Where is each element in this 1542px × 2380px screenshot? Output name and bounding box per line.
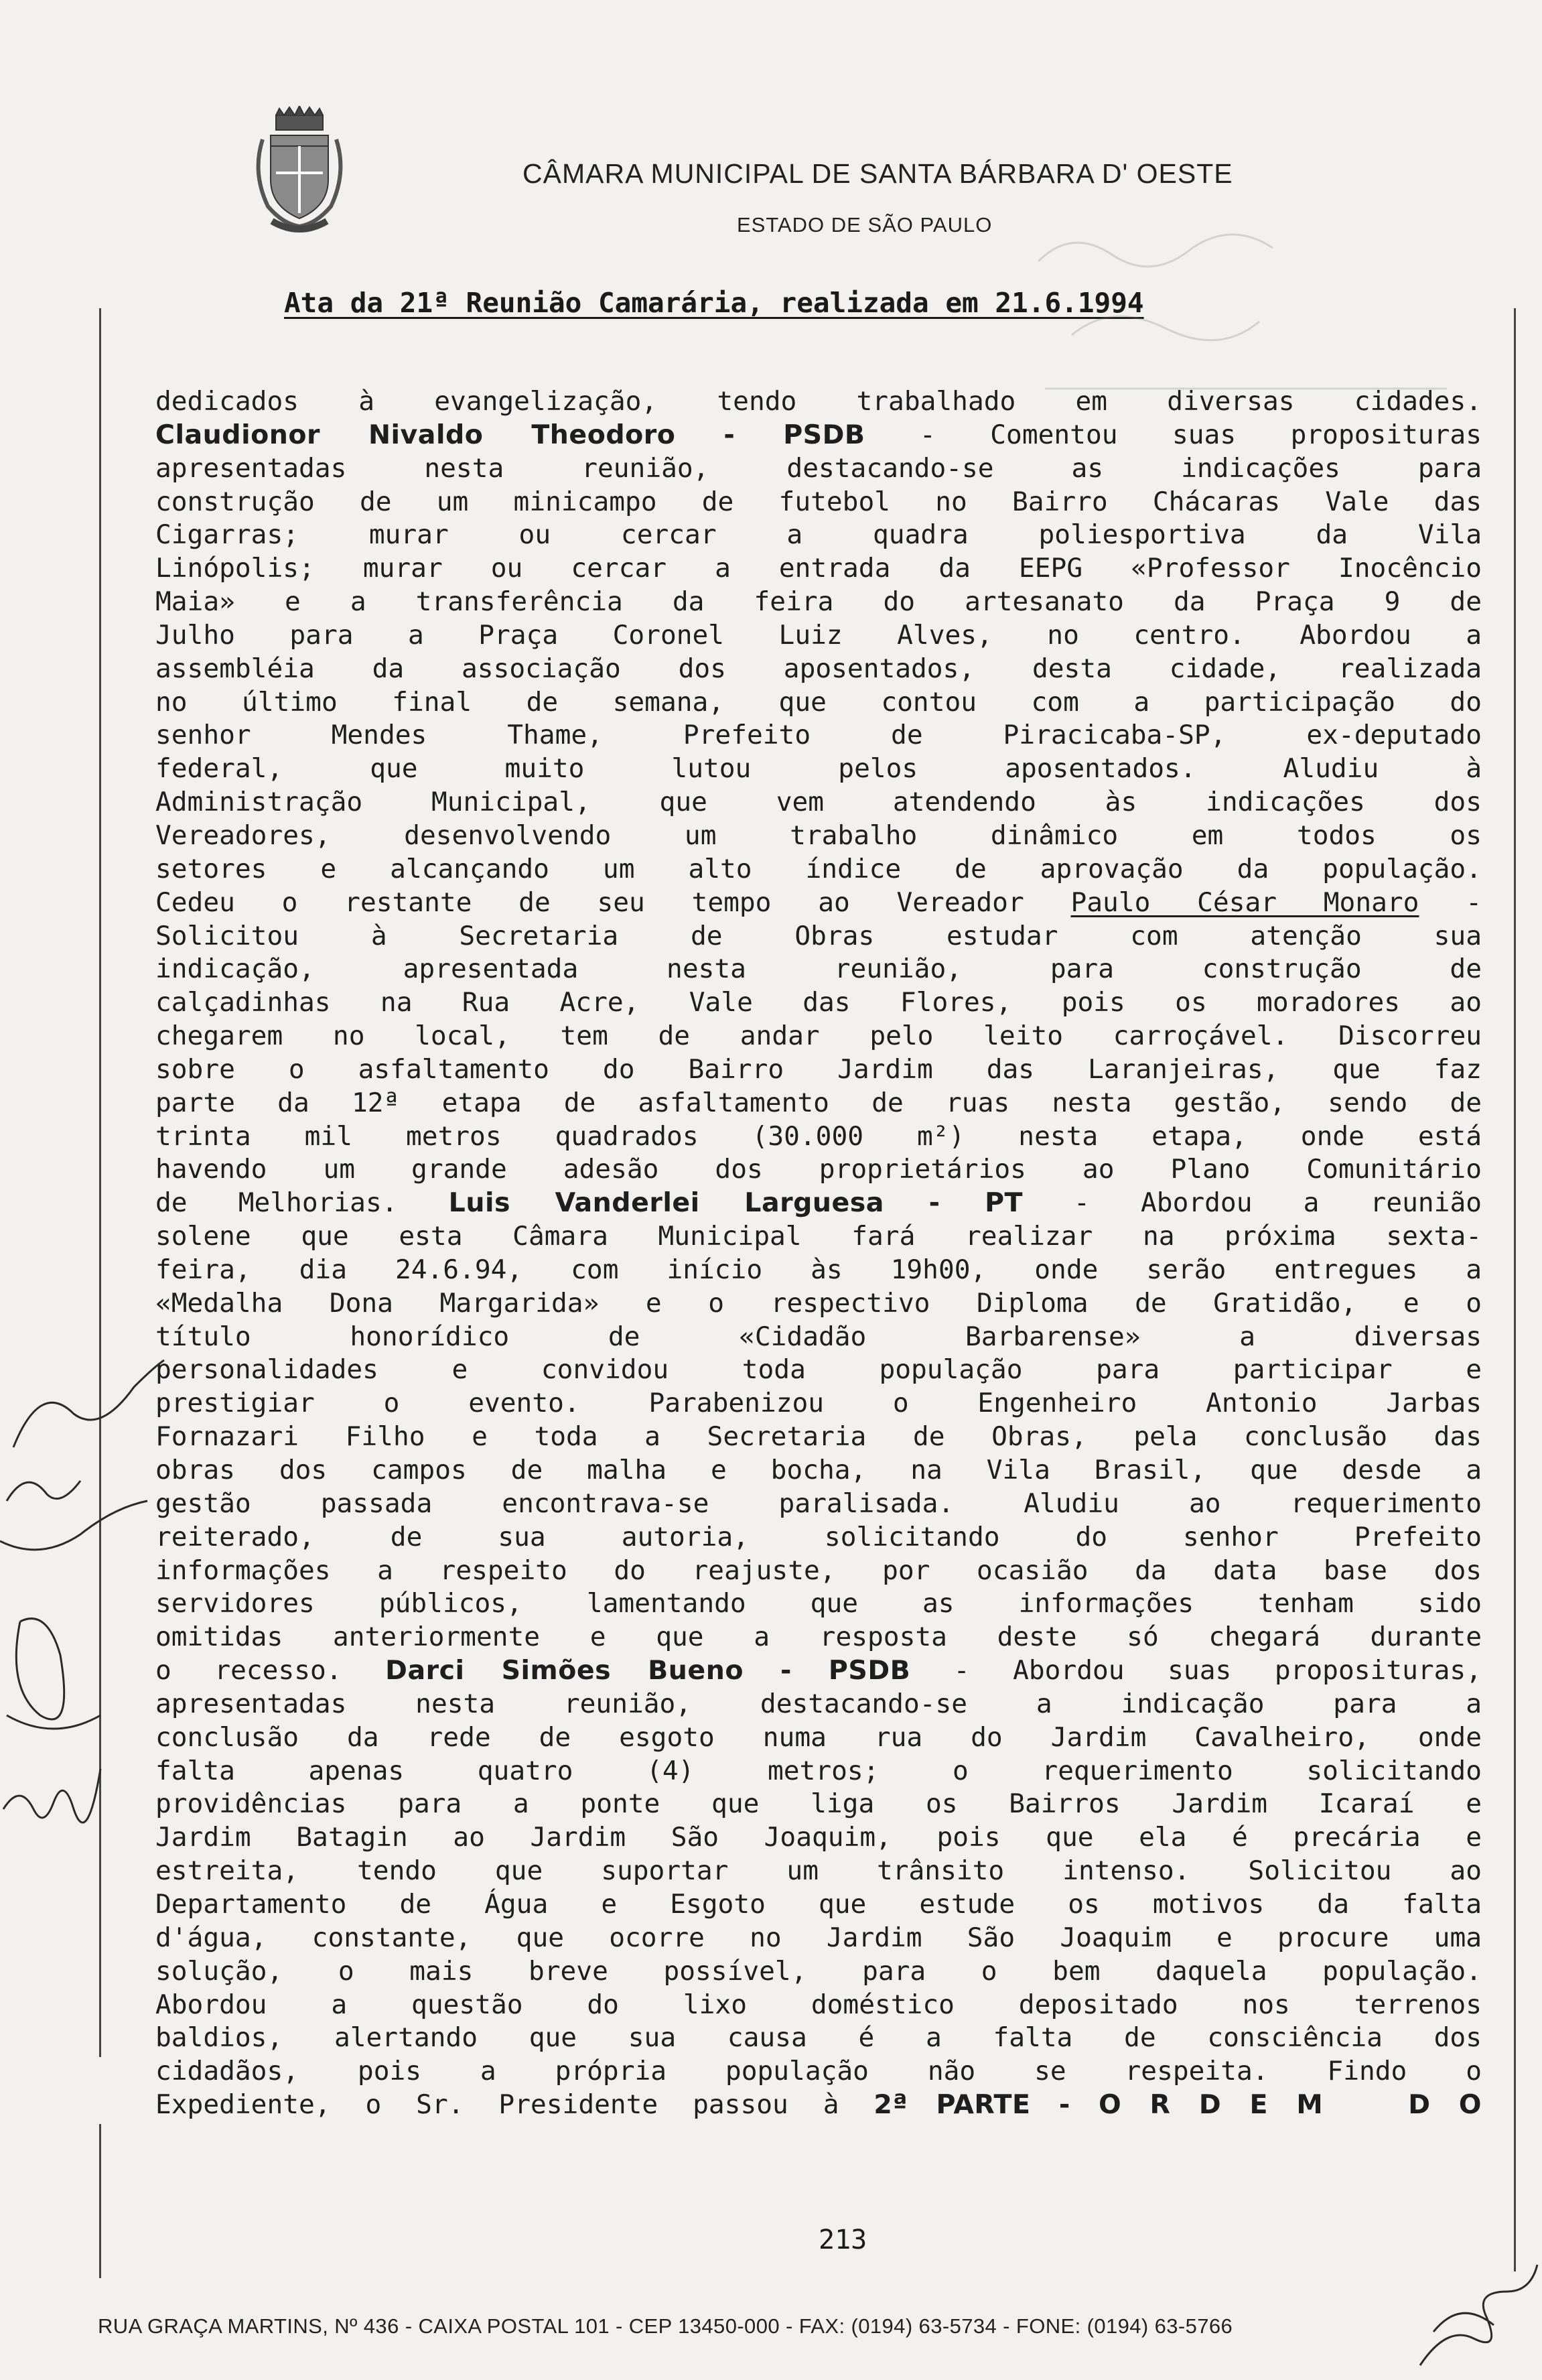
text-line: Abordou a questão do lixo doméstico depositado nos terrenos [155,1989,1482,2020]
text-line: falta apenas quatro (4) metros; o requerimento solicitando [155,1755,1482,1786]
text-line: parte da 12ª etapa de asfaltamento de ruas nesta gestão, sendo de [155,1087,1482,1118]
text-line [155,1187,1482,1220]
text-line: feira, dia 24.6.94, com início às 19h00, onde serão entregues a [155,1254,1482,1285]
text-line: solene que esta Câmara Municipal fará realizar na próxima sexta- [155,1221,1482,1252]
text-line: cidadãos, pois a própria população não se respeita. Findo o [155,2056,1482,2087]
text-line: no último final de semana, que contou com a participação do [155,686,1482,718]
text-line: senhor Mendes Thame, Prefeito de Piracicaba-SP, ex-deputado [155,720,1482,751]
text-fragment: - Comentou suas proposituras [865,419,1482,450]
text-line: personalidades e convidou toda população para participar e [155,1354,1482,1386]
text-line: Jardim Batagin ao Jardim São Joaquim, pois que ela é precária e [155,1822,1482,1853]
text-line: Administração Municipal, que vem atendendo às indicações dos [155,787,1482,818]
text-line: Solicitou à Secretaria de Obras estudar com atenção sua [155,920,1482,951]
text-line: sobre o asfaltamento do Bairro Jardim das Laranjeiras, que faz [155,1053,1482,1085]
text-line: apresentadas nesta reunião, destacando-se a indicação para a [155,1688,1482,1719]
text-line: Linópolis; murar ou cercar a entrada da EEPG «Professor Inocêncio [155,553,1482,584]
section-heading: 2ª PARTE - O R D E M D O [873,2089,1482,2121]
handwritten-initials-bottom-right [1407,2251,1541,2379]
text-line: omitidas anteriormente e que a resposta deste só chegará durante [155,1622,1482,1653]
text-line: estreita, tendo que suportar um trânsito intenso. Solicitou ao [155,1855,1482,1887]
text-line: Fornazari Filho e toda a Secretaria de Obras, pela conclusão das [155,1421,1482,1453]
right-margin-rule [1514,308,1516,2271]
minutes-body [155,385,1482,2122]
text-line: chegarem no local, tem de andar pelo leito carroçável. Discorreu [155,1020,1482,1052]
text-line: setores e alcançando um alto índice de aprovação da população. [155,853,1482,884]
state-name: ESTADO DE SÃO PAULO [737,213,993,237]
text-fragment: Expediente, o Sr. Presidente passou à [155,2089,874,2121]
text-line [155,2089,1482,2122]
text-line: trinta mil metros quadrados (30.000 m²) nesta etapa, onde está [155,1120,1482,1152]
text-line: dedicados à evangelização, tendo trabalhado em diversas cidades. [155,386,1482,417]
speaker-name: Luis Vanderlei Larguesa - PT [448,1187,1023,1219]
text-line: d'água, constante, que ocorre no Jardim São Joaquim e procure uma [155,1922,1482,1953]
text-line: conclusão da rede de esgoto numa rua do Jardim Cavalheiro, onde [155,1721,1482,1753]
left-margin-rule-lower [99,2124,101,2278]
text-line: solução, o mais breve possível, para o bem daquela população. [155,1955,1482,1987]
text-line: assembléia da associação dos aposentados, desta cidade, realizada [155,653,1482,684]
footer-address: RUA GRAÇA MARTINS, Nº 436 - CAIXA POSTAL 101 - CEP 13450-000 - FAX: (0194) 63-5734 - FONE: (0194) 63-5766 [98,2314,1233,2338]
text-line: servidores públicos, lamentando que as informações tenham sido [155,1588,1482,1619]
text-line: federal, que muito lutou pelos aposentados. Aludiu à [155,753,1482,785]
speaker-name: Darci Simões Bueno - PSDB [385,1655,911,1687]
text-line: Maia» e a transferência da feira do artesanato da Praça 9 de [155,586,1482,618]
text-line: obras dos campos de malha e bocha, na Vila Brasil, que desde a [155,1455,1482,1485]
page-number: 213 [819,2225,867,2255]
text-line: prestigiar o evento. Parabenizou o Engenheiro Antonio Jarbas [155,1388,1482,1419]
text-line [155,419,1482,452]
text-line: Cigarras; murar ou cercar a quadra poliesportiva da Vila [155,519,1482,551]
text-line: informações a respeito do reajuste, por ocasião da data base dos [155,1555,1482,1586]
text-line: apresentadas nesta reunião, destacando-se as indicações para [155,452,1482,484]
councillor-name: Paulo César Monaro [1070,886,1419,918]
text-line: Departamento de Água e Esgoto que estude os motivos da falta [155,1888,1482,1920]
text-line: reiterado, de sua autoria, solicitando do senhor Prefeito [155,1521,1482,1552]
text-line: havendo um grande adesão dos proprietários ao Plano Comunitário [155,1154,1482,1185]
text-line: Vereadores, desenvolvendo um trabalho dinâmico em todos os [155,819,1482,851]
text-fragment: o recesso. [155,1655,386,1687]
chamber-name: CÂMARA MUNICIPAL DE SANTA BÁRBARA D' OESTE [522,158,1233,189]
text-line: «Medalha Dona Margarida» e o respectivo Diploma de Gratidão, e o [155,1287,1482,1319]
text-line: construção de um minicampo de futebol no Bairro Chácaras Vale das [155,486,1482,517]
handwritten-signature-left [0,1340,167,1890]
text-line: baldios, alertando que sua causa é a falta de consciência dos [155,2022,1482,2054]
text-fragment: de Melhorias. [155,1187,449,1219]
text-line [155,1654,1482,1688]
faint-signatures-top [1032,221,1500,422]
text-line: gestão passada encontrava-se paralisada. Aludiu ao requerimento [155,1488,1482,1519]
text-fragment: - Abordou a reunião [1022,1187,1482,1219]
text-line: providências para a ponte que liga os Bairros Jardim Icaraí e [155,1788,1482,1820]
text-fragment: Cedeu o restante de seu tempo ao Vereador [155,886,1071,918]
text-fragment: - [1419,886,1482,918]
text-line: Julho para a Praça Coronel Luiz Alves, no centro. Abordou a [155,619,1482,651]
minutes-title: Ata da 21ª Reunião Camarária, realizada em 21.6.1994 [284,287,1144,319]
speaker-name: Claudionor Nivaldo Theodoro - PSDB [155,419,865,450]
text-line: calçadinhas na Rua Acre, Vale das Flores, pois os moradores ao [155,987,1482,1018]
text-line: título honorídico de «Cidadão Barbarense» a diversas [155,1321,1482,1352]
text-line [155,886,1482,920]
text-line: indicação, apresentada nesta reunião, para construção de [155,953,1482,985]
coat-of-arms-emblem [249,106,350,240]
text-fragment: - Abordou suas proposituras, [910,1655,1482,1687]
